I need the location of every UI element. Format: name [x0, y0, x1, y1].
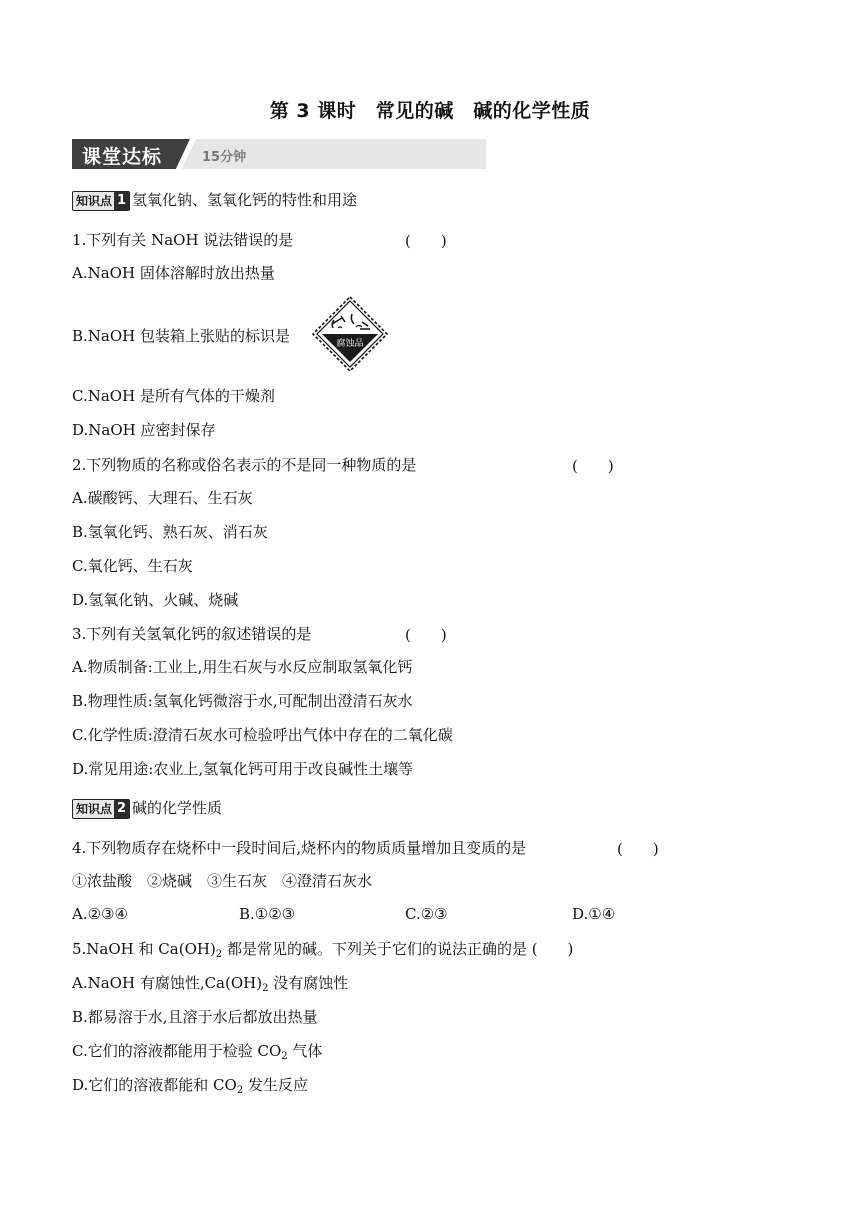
banner-time: 15分钟 — [202, 150, 247, 165]
knowledge-point-badge — [72, 191, 130, 211]
q5-stem-part: 5.NaOH 和 Ca(OH) — [72, 940, 216, 958]
subscript: 2 — [262, 983, 269, 994]
q5-option-b: B.都易溶于水,且溶于水后都放出热量 — [72, 1008, 318, 1026]
question-4-stem: 4.下列物质存在烧杯中一段时间后,烧杯内的物质质量增加且变质的是 — [72, 839, 527, 857]
q1-option-b: B.NaOH 包装箱上张贴的标识是 — [72, 327, 291, 345]
q5-d-part: 发生反应 — [243, 1076, 308, 1094]
q2-option-c: C.氧化钙、生石灰 — [72, 557, 193, 575]
knowledge-point-1 — [72, 190, 357, 211]
q5-c-part: C.它们的溶液都能用于检验 CO — [72, 1042, 282, 1060]
subscript: 2 — [215, 949, 223, 960]
q5-stem-part: 都是常见的碱。下列关于它们的说法正确的是 ( ) — [222, 940, 574, 958]
q5-option-d — [72, 1075, 308, 1101]
answer-paren: ( ) — [572, 457, 614, 475]
question-2-stem: 2.下列物质的名称或俗名表示的不是同一种物质的是 — [72, 456, 417, 474]
q5-a-part: A.NaOH 有腐蚀性,Ca(OH) — [72, 974, 263, 992]
badge-number: 1 — [114, 192, 129, 210]
banner-label: 课堂达标 — [82, 146, 163, 168]
q5-c-part: 气体 — [287, 1042, 323, 1060]
q4-option-b: B.①②③ — [239, 905, 296, 923]
corrosive-sign-icon — [312, 296, 388, 372]
answer-paren: ( ) — [617, 840, 659, 858]
answer-paren: ( ) — [405, 626, 447, 644]
q5-d-part: D.它们的溶液都能和 CO — [72, 1076, 237, 1094]
q1-option-a: A.NaOH 固体溶解时放出热量 — [72, 264, 275, 282]
q3-option-a: A.物质制备:工业上,用生石灰与水反应制取氢氧化钙 — [72, 658, 413, 676]
page-title: 第 3 课时 常见的碱 碱的化学性质 — [269, 100, 591, 122]
knowledge-point-text: 碱的化学性质 — [132, 799, 223, 817]
q1-option-d: D.NaOH 应密封保存 — [72, 421, 216, 439]
q5-option-c — [72, 1041, 322, 1067]
subscript: 2 — [236, 1085, 244, 1096]
q4-option-a: A.②③④ — [72, 905, 128, 923]
badge-number: 2 — [114, 800, 129, 818]
knowledge-point-text: 氢氧化钠、氢氧化钙的特性和用途 — [132, 191, 358, 209]
q4-option-d: D.①④ — [572, 905, 616, 923]
knowledge-point-badge — [72, 799, 130, 819]
question-5-stem — [72, 939, 573, 965]
q2-option-a: A.碳酸钙、大理石、生石灰 — [72, 489, 253, 507]
q3-option-c: C.化学性质:澄清石灰水可检验呼出气体中存在的二氧化碳 — [72, 726, 453, 744]
q4-option-c: C.②③ — [405, 905, 448, 923]
q2-option-b: B.氢氧化钙、熟石灰、消石灰 — [72, 523, 268, 541]
badge-text: 知识点 — [76, 194, 113, 208]
q4-items: ①浓盐酸 ②烧碱 ③生石灰 ④澄清石灰水 — [72, 872, 373, 890]
q3-option-d: D.常见用途:农业上,氢氧化钙可用于改良碱性土壤等 — [72, 760, 414, 778]
question-3-stem: 3.下列有关氢氧化钙的叙述错误的是 — [72, 625, 312, 643]
q3-option-b: B.物理性质:氢氧化钙微溶于水,可配制出澄清石灰水 — [72, 692, 413, 710]
q2-option-d: D.氢氧化钠、火碱、烧碱 — [72, 591, 239, 609]
q5-option-a — [72, 973, 348, 999]
q1-option-c: C.NaOH 是所有气体的干燥剂 — [72, 387, 275, 405]
sign-label: 腐蚀品 — [336, 339, 364, 349]
question-1-stem: 1.下列有关 NaOH 说法错误的是 — [72, 231, 294, 249]
subscript: 2 — [281, 1051, 288, 1062]
section-banner — [72, 139, 486, 169]
knowledge-point-2 — [72, 798, 222, 819]
badge-text: 知识点 — [76, 802, 113, 816]
answer-paren: ( ) — [405, 232, 447, 250]
q5-a-part: 没有腐蚀性 — [268, 974, 349, 992]
